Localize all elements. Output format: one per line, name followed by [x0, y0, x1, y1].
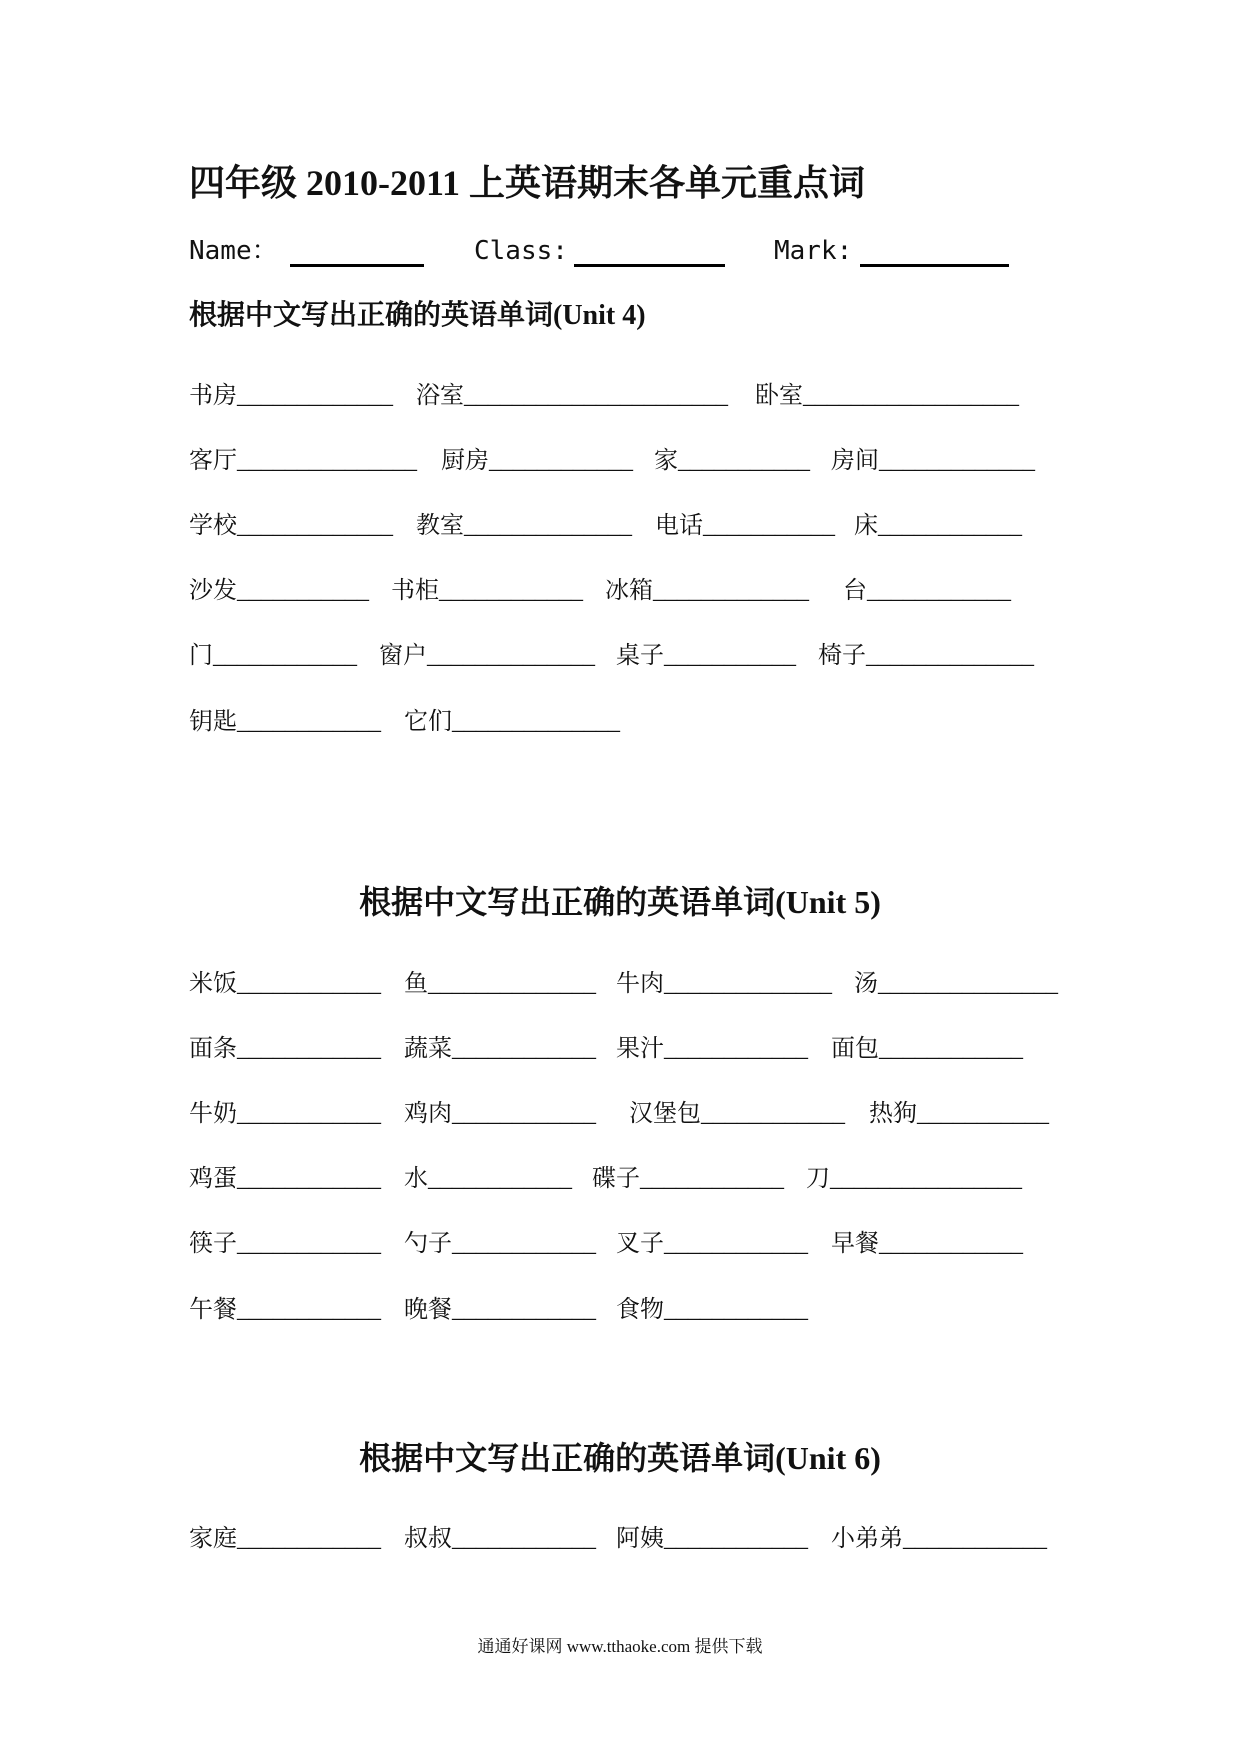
vocab-word: 小弟弟: [831, 1526, 903, 1552]
answer-blank: ____________: [237, 1297, 381, 1323]
vocab-word: 牛肉: [616, 971, 664, 997]
answer-blank: ____________: [867, 578, 1011, 604]
vocab-word: 椅子: [818, 643, 866, 669]
answer-blank: ____________: [237, 1526, 381, 1552]
vocab-word: 家庭: [189, 1526, 237, 1552]
vocab-item: [616, 970, 832, 998]
vocab-item: [189, 577, 369, 605]
vocab-word: 汤: [854, 971, 878, 997]
vocab-item: [416, 512, 632, 540]
vocab-word: 勺子: [404, 1231, 452, 1257]
answer-blank: ______________: [664, 971, 832, 997]
vocab-item: [616, 1035, 808, 1063]
answer-blank: ____________: [428, 1166, 572, 1192]
vocab-row: [0, 512, 1240, 540]
vocab-word: 叉子: [616, 1231, 664, 1257]
vocab-item: [404, 1035, 596, 1063]
vocab-word: 卧室: [755, 383, 803, 409]
section-heading-unit-6: 根据中文写出正确的英语单词(Unit 6): [359, 1440, 881, 1476]
answer-blank: ____________: [213, 643, 357, 669]
answer-blank: ____________: [237, 1101, 381, 1127]
vocab-item: [755, 382, 1019, 410]
vocab-word: 晚餐: [404, 1297, 452, 1323]
answer-blank: ____________: [878, 513, 1022, 539]
vocab-item: [189, 1035, 381, 1063]
section-heading-unit-4: 根据中文写出正确的英语单词(Unit 4): [189, 300, 646, 331]
vocab-row: [0, 1100, 1240, 1128]
vocab-item: [189, 447, 417, 475]
class-label: Class:: [474, 236, 568, 266]
answer-blank: ___________: [678, 448, 810, 474]
vocab-row: [0, 1230, 1240, 1258]
vocab-word: 阿姨: [616, 1526, 664, 1552]
answer-blank: ____________: [452, 1036, 596, 1062]
vocab-item: [379, 642, 595, 670]
vocab-word: 早餐: [831, 1231, 879, 1257]
vocab-item: [869, 1100, 1049, 1128]
vocab-word: 钥匙: [189, 709, 237, 735]
answer-blank: ____________: [701, 1101, 845, 1127]
answer-blank: ____________: [452, 1101, 596, 1127]
vocab-word: 牛奶: [189, 1101, 237, 1127]
vocab-word: 热狗: [869, 1101, 917, 1127]
vocab-item: [404, 1165, 572, 1193]
answer-blank: _____________: [653, 578, 809, 604]
vocab-item: [654, 447, 810, 475]
vocab-item: [189, 1230, 381, 1258]
vocab-item: [189, 382, 393, 410]
vocab-word: 房间: [831, 448, 879, 474]
vocab-item: [441, 447, 633, 475]
vocab-word: 米饭: [189, 971, 237, 997]
answer-blank: __________________: [803, 383, 1019, 409]
answer-blank: ________________: [830, 1166, 1022, 1192]
answer-blank: ____________: [452, 1526, 596, 1552]
answer-blank: ____________: [237, 1166, 381, 1192]
vocab-word: 鸡肉: [404, 1101, 452, 1127]
vocab-item: [404, 708, 620, 736]
vocab-row: [0, 708, 1240, 736]
vocab-row: [0, 382, 1240, 410]
answer-blank: ____________: [237, 971, 381, 997]
vocab-item: [605, 577, 809, 605]
answer-blank: ____________: [903, 1526, 1047, 1552]
vocab-item: [831, 447, 1035, 475]
vocab-item: [843, 577, 1011, 605]
answer-blank: ______________: [866, 643, 1034, 669]
class-blank-line: [574, 238, 725, 267]
vocab-word: 桌子: [616, 643, 664, 669]
vocab-item: [404, 1296, 596, 1324]
vocab-item: [616, 642, 796, 670]
answer-blank: _____________: [237, 383, 393, 409]
vocab-word: 学校: [189, 513, 237, 539]
mark-blank-line: [860, 238, 1009, 267]
vocab-row: [0, 447, 1240, 475]
vocab-item: [655, 512, 835, 540]
vocab-item: [831, 1525, 1047, 1553]
answer-blank: ____________: [879, 1231, 1023, 1257]
vocab-word: 叔叔: [404, 1526, 452, 1552]
answer-blank: _____________: [237, 513, 393, 539]
vocab-word: 床: [854, 513, 878, 539]
vocab-word: 鱼: [404, 971, 428, 997]
vocab-row: [0, 1296, 1240, 1324]
vocab-item: [404, 1525, 596, 1553]
vocab-item: [189, 708, 381, 736]
vocab-item: [416, 382, 728, 410]
answer-blank: ___________: [237, 578, 369, 604]
vocab-word: 碟子: [592, 1166, 640, 1192]
answer-blank: _____________: [879, 448, 1035, 474]
name-blank-line: [290, 238, 424, 267]
vocab-word: 厨房: [441, 448, 489, 474]
vocab-word: 果汁: [616, 1036, 664, 1062]
section-heading-unit-5: 根据中文写出正确的英语单词(Unit 5): [359, 884, 881, 920]
answer-blank: ____________: [452, 1231, 596, 1257]
answer-blank: ____________: [237, 709, 381, 735]
vocab-item: [404, 1230, 596, 1258]
vocab-word: 蔬菜: [404, 1036, 452, 1062]
vocab-word: 水: [404, 1166, 428, 1192]
vocab-word: 窗户: [379, 643, 427, 669]
vocab-row: [0, 642, 1240, 670]
vocab-item: [616, 1296, 808, 1324]
vocab-item: [189, 970, 381, 998]
vocab-item: [806, 1165, 1022, 1193]
vocab-word: 书房: [189, 383, 237, 409]
vocab-item: [616, 1525, 808, 1553]
vocab-word: 面条: [189, 1036, 237, 1062]
vocab-word: 书柜: [391, 578, 439, 604]
vocab-row: [0, 1525, 1240, 1553]
footer-credit: 通通好课网 www.tthaoke.com 提供下载: [477, 1637, 763, 1656]
vocab-item: [404, 1100, 596, 1128]
vocab-item: [391, 577, 583, 605]
vocab-word: 电话: [655, 513, 703, 539]
vocab-item: [189, 1296, 381, 1324]
answer-blank: ____________: [489, 448, 633, 474]
answer-blank: ___________: [703, 513, 835, 539]
vocab-item: [189, 1100, 381, 1128]
vocab-word: 筷子: [189, 1231, 237, 1257]
answer-blank: ______________: [428, 971, 596, 997]
answer-blank: ____________: [879, 1036, 1023, 1062]
vocab-item: [831, 1035, 1023, 1063]
vocab-item: [189, 1165, 381, 1193]
answer-blank: ____________: [452, 1297, 596, 1323]
vocab-word: 家: [654, 448, 678, 474]
vocab-item: [189, 512, 393, 540]
vocab-item: [831, 1230, 1023, 1258]
answer-blank: ___________: [917, 1101, 1049, 1127]
vocab-item: [189, 642, 357, 670]
vocab-word: 刀: [806, 1166, 830, 1192]
vocab-row: [0, 577, 1240, 605]
vocab-word: 门: [189, 643, 213, 669]
vocab-word: 浴室: [416, 383, 464, 409]
vocab-item: [592, 1165, 784, 1193]
answer-blank: ____________: [664, 1036, 808, 1062]
vocab-row: [0, 970, 1240, 998]
vocab-word: 它们: [404, 709, 452, 735]
vocab-item: [854, 512, 1022, 540]
vocab-item: [189, 1525, 381, 1553]
answer-blank: ____________: [640, 1166, 784, 1192]
vocab-row: [0, 1165, 1240, 1193]
answer-blank: ______________: [452, 709, 620, 735]
vocab-word: 午餐: [189, 1297, 237, 1323]
answer-blank: ____________: [664, 1231, 808, 1257]
answer-blank: ____________: [237, 1036, 381, 1062]
vocab-word: 台: [843, 578, 867, 604]
name-label: Name：: [189, 236, 278, 266]
vocab-item: [616, 1230, 808, 1258]
answer-blank: ____________: [439, 578, 583, 604]
vocab-row: [0, 1035, 1240, 1063]
answer-blank: ____________: [664, 1526, 808, 1552]
vocab-word: 汉堡包: [629, 1101, 701, 1127]
page-title: 四年级 2010-2011 上英语期末各单元重点词: [189, 163, 866, 203]
vocab-item: [818, 642, 1034, 670]
vocab-word: 鸡蛋: [189, 1166, 237, 1192]
answer-blank: _______________: [237, 448, 417, 474]
vocab-word: 教室: [416, 513, 464, 539]
vocab-item: [404, 970, 596, 998]
vocab-word: 冰箱: [605, 578, 653, 604]
vocab-item: [629, 1100, 845, 1128]
vocab-word: 面包: [831, 1036, 879, 1062]
answer-blank: ______________: [427, 643, 595, 669]
vocab-item: [854, 970, 1058, 998]
answer-blank: ____________: [237, 1231, 381, 1257]
mark-label: Mark:: [774, 236, 853, 266]
answer-blank: ______________________: [464, 383, 728, 409]
vocab-word: 客厅: [189, 448, 237, 474]
answer-blank: ____________: [664, 1297, 808, 1323]
answer-blank: ___________: [664, 643, 796, 669]
vocab-word: 沙发: [189, 578, 237, 604]
answer-blank: ______________: [464, 513, 632, 539]
answer-blank: _______________: [878, 971, 1058, 997]
vocab-word: 食物: [616, 1297, 664, 1323]
